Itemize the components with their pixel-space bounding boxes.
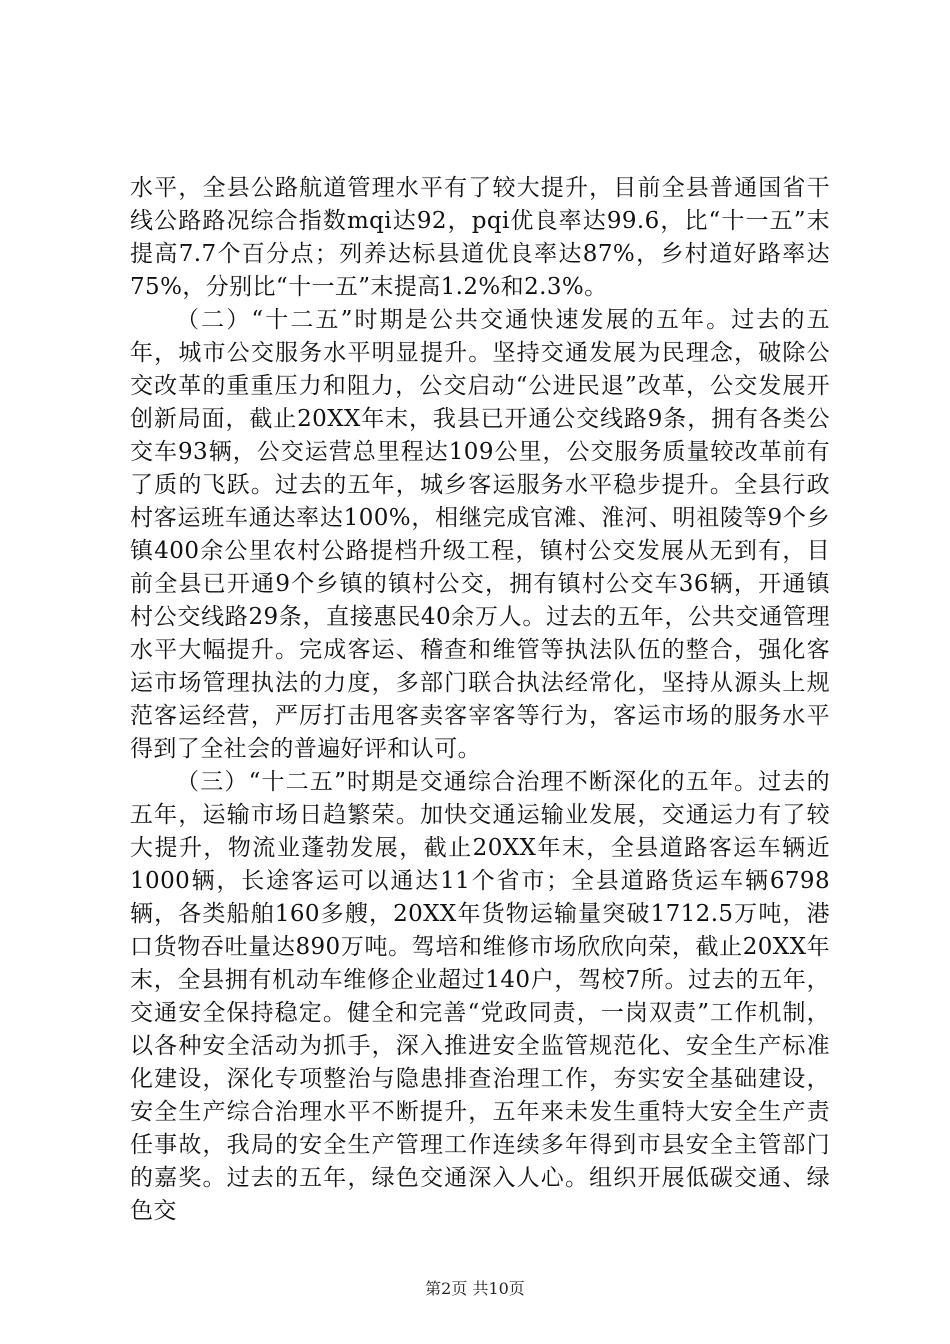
paragraph-1: 水平，全县公路航道管理水平有了较大提升，目前全县普通国省干线公路路况综合指数mqi达92，pqi优良率达99.6，比“十一五”末提高7.7个百分点；列养达标县道优良率达87%，乡村道好路率达75%，分别比“十一五”末提高1.2%和2.3%。 bbox=[130, 175, 830, 300]
page-number-label: 第2页 共10页 bbox=[425, 1279, 525, 1298]
paragraph-3: （三）“十二五”时期是交通综合治理不断深化的五年。过去的五年，运输市场日趋繁荣。加快交通运输业发展，交通运力有了较大提升，物流业蓬勃发展，截止20XX年末，全县道路客运车辆近1000辆，长途客运可以通达11个省市；全县道路货运车辆6798辆，各类船舶160多艘，20XX年货物运输量突破1712.5万吨，港口货物吞吐量达890万吨。驾培和维修市场欣欣向荣，截止20XX年末，全县拥有机动车维修企业超过140户，驾校7所。过去的五年，交通安全保持稳定。健全和完善“党政同责，一岗双责”工作机制，以各种安全活动为抓手，深入推进安全监管规范化、安全生产标准化建设，深化专项整治与隐患排查治理工作，夯实安全基础建设，安全生产综合治理水平不断提升，五年来未发生重特大安全生产责任事故，我局的安全生产管理工作连续多年得到市县安全主管部门的嘉奖。过去的五年，绿色交通深入人心。组织开展低碳交通、绿色交 bbox=[130, 769, 830, 1224]
paragraph-2: （二）“十二五”时期是公共交通快速发展的五年。过去的五年，城市公交服务水平明显提升。坚持交通发展为民理念，破除公交改革的重重压力和阻力，公交启动“公进民退”改革，公交发展开创新局面，截止20XX年末，我县已开通公交线路9条，拥有各类公交车93辆，公交运营总里程达109公里，公交服务质量较改革前有了质的飞跃。过去的五年，城乡客运服务水平稳步提升。全县行政村客运班车通达率达100%，相继完成官滩、淮河、明祖陵等9个乡镇400余公里农村公路提档升级工程，镇村公交发展从无到有，目前全县已开通9个乡镇的镇村公交，拥有镇村公交车36辆，开通镇村公交线路29条，直接惠民40余万人。过去的五年，公共交通管理水平大幅提升。完成客运、稽查和维管等执法队伍的整合，强化客运市场管理执法的力度，多部门联合执法经常化，坚持从源头上规范客运经营，严厉打击甩客卖客宰客等行为，客运市场的服务水平得到了全社会的普遍好评和认可。 bbox=[130, 307, 830, 762]
page-footer bbox=[0, 1276, 950, 1299]
document-body bbox=[130, 172, 830, 1228]
